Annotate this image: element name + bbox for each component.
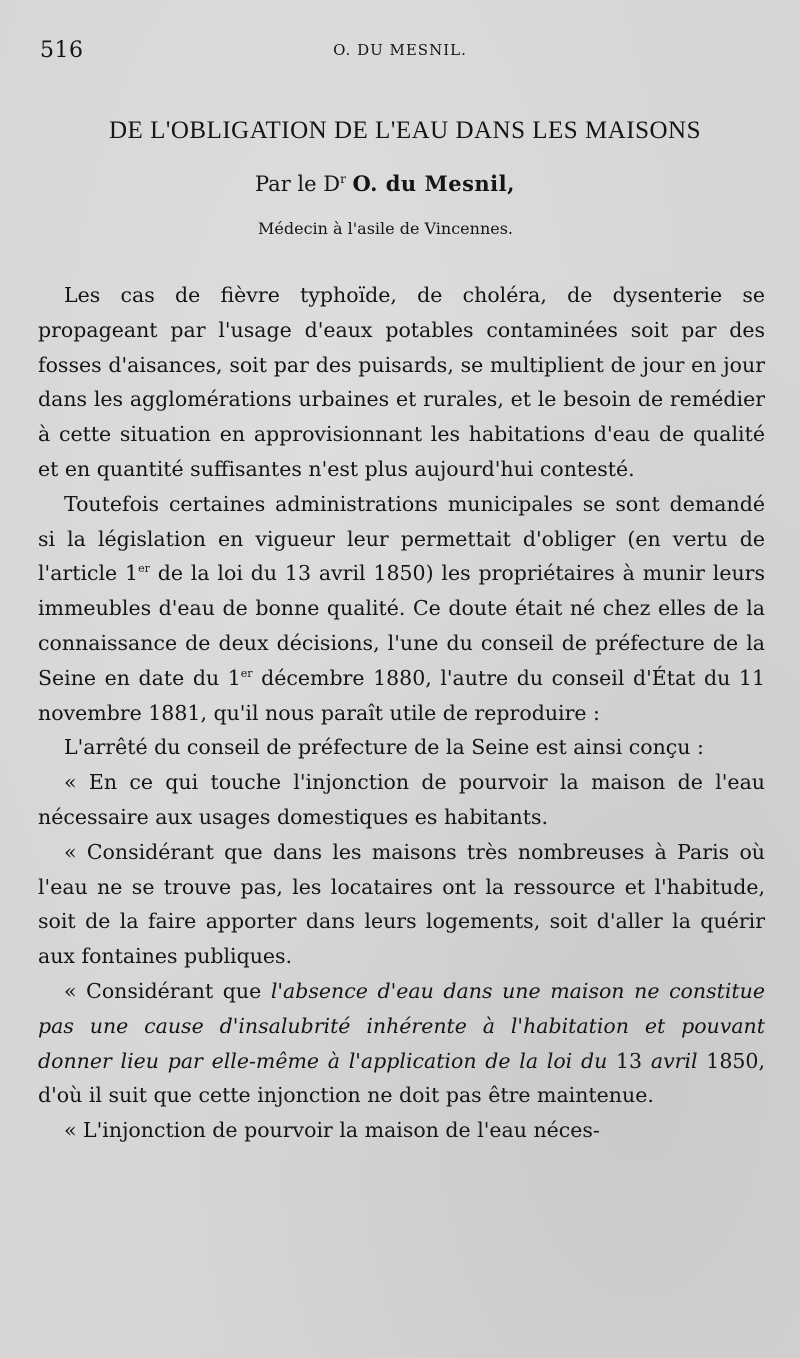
quote-paragraph-4: « L'injonction de pourvoir la maison de l'eau néces- bbox=[64, 1118, 600, 1143]
paragraph-3: L'arrêté du conseil de préfecture de la Seine est ainsi conçu : bbox=[64, 735, 704, 760]
quote-3-italic-2: avril bbox=[650, 1048, 698, 1073]
paragraph-1: Les cas de fièvre typhoïde, de choléra, de dysenterie se propageant par l'usage d'eaux potables contaminées soit par des fosses d'aisances, soit par des puisards, se multiplient de jour en jour dans les agglomérations urbaines et rurales, et le besoin de remédier à cette situation en approvisionnant les habitations d'eau de qualité et en quantité suffisantes n'est plus aujourd'hui contesté. bbox=[38, 283, 765, 481]
byline-superscript: r bbox=[340, 172, 346, 186]
paragraph-2-part-2: de la loi du 13 avril 1850) les propriétaires à munir leurs immeubles d'eau de bonne qualité. Ce doute était né chez elles de la connaissance de deux décisions, l'une du conseil de préfecture de la Seine en date du 1 bbox=[38, 561, 765, 690]
paragraph-2-superscript-2: er bbox=[240, 666, 253, 680]
article-body bbox=[38, 278, 765, 1148]
quote-3-lead: « Considérant que bbox=[64, 978, 271, 1003]
paragraph-2-part-1: Toutefois certaines administrations municipales se sont demandé si la législation en vigueur leur permettait d'obliger (en vertu de l'article 1 bbox=[38, 491, 765, 586]
paragraph-2-superscript-1: er bbox=[138, 562, 150, 576]
quote-paragraph-2: « Considérant que dans les maisons très nombreuses à Paris où l'eau ne se trouve pas, les locataires ont la ressource et l'habitude, soit de la faire apporter dans leurs logements, soit d'aller la quérir aux fontaines publiques. bbox=[38, 839, 765, 969]
byline-prefix: Par le D bbox=[255, 172, 341, 196]
author-name: O. du Mesnil, bbox=[352, 171, 515, 196]
article-title: DE L'OBLIGATION DE L'EAU DANS LES MAISONS bbox=[109, 117, 701, 144]
quote-paragraph-1: « En ce qui touche l'injonction de pourvoir la maison de l'eau nécessaire aux usages domestiques es habitants. bbox=[38, 770, 765, 829]
quote-paragraph-3 bbox=[38, 974, 765, 1113]
paragraph-2-part-3: décembre 1880, l'autre du conseil d'État du 11 novembre 1881, qu'il nous paraît utile de reproduire : bbox=[38, 665, 765, 725]
quote-3-tail: 1850, d'où il suit que cette injonction ne doit pas être maintenue. bbox=[38, 1048, 765, 1108]
quote-3-mid: 13 bbox=[607, 1048, 651, 1073]
author-affiliation: Médecin à l'asile de Vincennes. bbox=[258, 219, 514, 238]
byline bbox=[255, 171, 515, 196]
page-number: 516 bbox=[40, 38, 84, 63]
quote-3-italic-1: l'absence d'eau dans une maison ne constitue pas une cause d'insalubrité inhérente à l'habitation et pouvant donner lieu par elle-même à l'application de la loi du bbox=[38, 978, 765, 1073]
running-head: O. DU MESNIL. bbox=[333, 41, 467, 59]
paragraph-2 bbox=[38, 487, 765, 731]
